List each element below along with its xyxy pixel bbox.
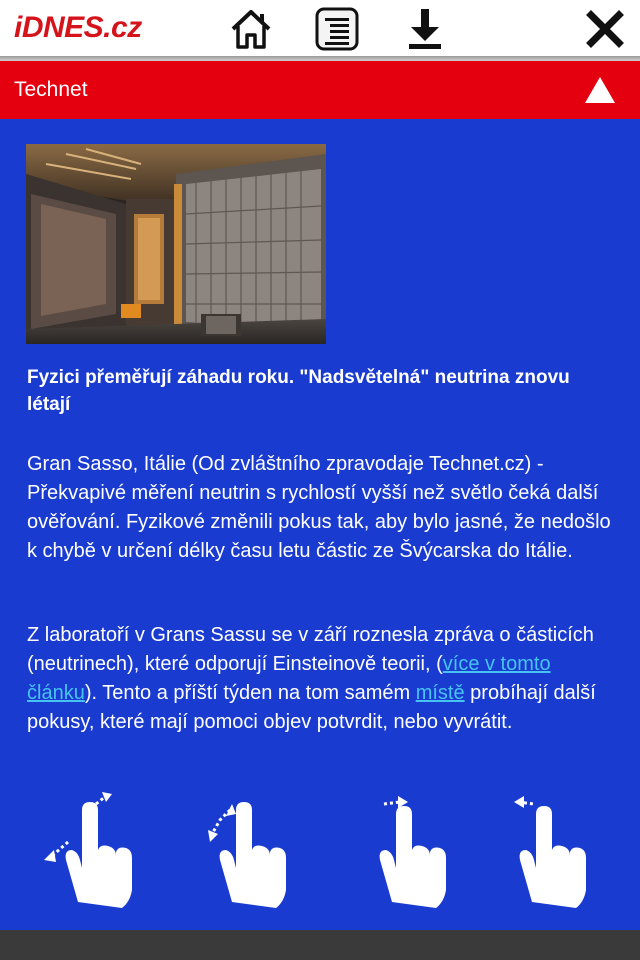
home-button[interactable]: [228, 6, 274, 52]
menu-button[interactable]: [314, 6, 360, 52]
article-headline[interactable]: Fyzici přeměřují záhadu roku. "Nadsvětelná" neutrina znovu létají: [27, 367, 570, 415]
section-title: Technet: [14, 78, 88, 101]
close-icon: [585, 9, 625, 49]
gesture-hints: [0, 790, 640, 915]
paragraph-text: ). Tento a příští týden na tom samém: [84, 682, 416, 704]
close-button[interactable]: [582, 6, 628, 52]
bottom-bar: [0, 930, 640, 960]
place-link[interactable]: místě: [415, 682, 465, 704]
paragraph-text: probíhají další pokusy, které mají pomoci objev potvrdit, nebo vyvrátit.: [27, 682, 596, 733]
paragraph-text: Z laboratoří v Grans Sassu se v září roznesla zpráva o částicích (neutrinech), které odporují Einsteinově teorii, (: [27, 624, 594, 675]
article-paragraph: [27, 621, 617, 737]
download-icon: [405, 7, 445, 51]
home-icon: [229, 7, 273, 51]
photo-lab-hall: [26, 144, 326, 344]
article-perex: Gran Sasso, Itálie (Od zvláštního zpravodaje Technet.cz) - Překvapivé měření neutrin s rychlostí vyšší než světlo čeká další ověřování. Fyzikové změnili pokus tak, aby bylo jasné, že nedošlo k chybě v určení délky času letu částic ze Švýcarska do Itálie.: [27, 453, 611, 562]
article-photo[interactable]: [26, 144, 326, 344]
swipe-left-gesture-icon: [490, 790, 600, 915]
swipe-right-gesture-icon: [350, 790, 460, 915]
menu-list-icon: [314, 6, 360, 52]
pinch-zoom-out-gesture-icon: [38, 790, 148, 915]
triangle-up-icon[interactable]: [584, 75, 616, 105]
download-button[interactable]: [402, 6, 448, 52]
article-link[interactable]: více v tomto článku: [27, 653, 551, 704]
section-header[interactable]: [0, 61, 640, 119]
idnes-logo[interactable]: iDNES.cz: [14, 11, 142, 44]
pinch-zoom-in-gesture-icon: [196, 790, 306, 915]
top-toolbar: [0, 0, 640, 56]
